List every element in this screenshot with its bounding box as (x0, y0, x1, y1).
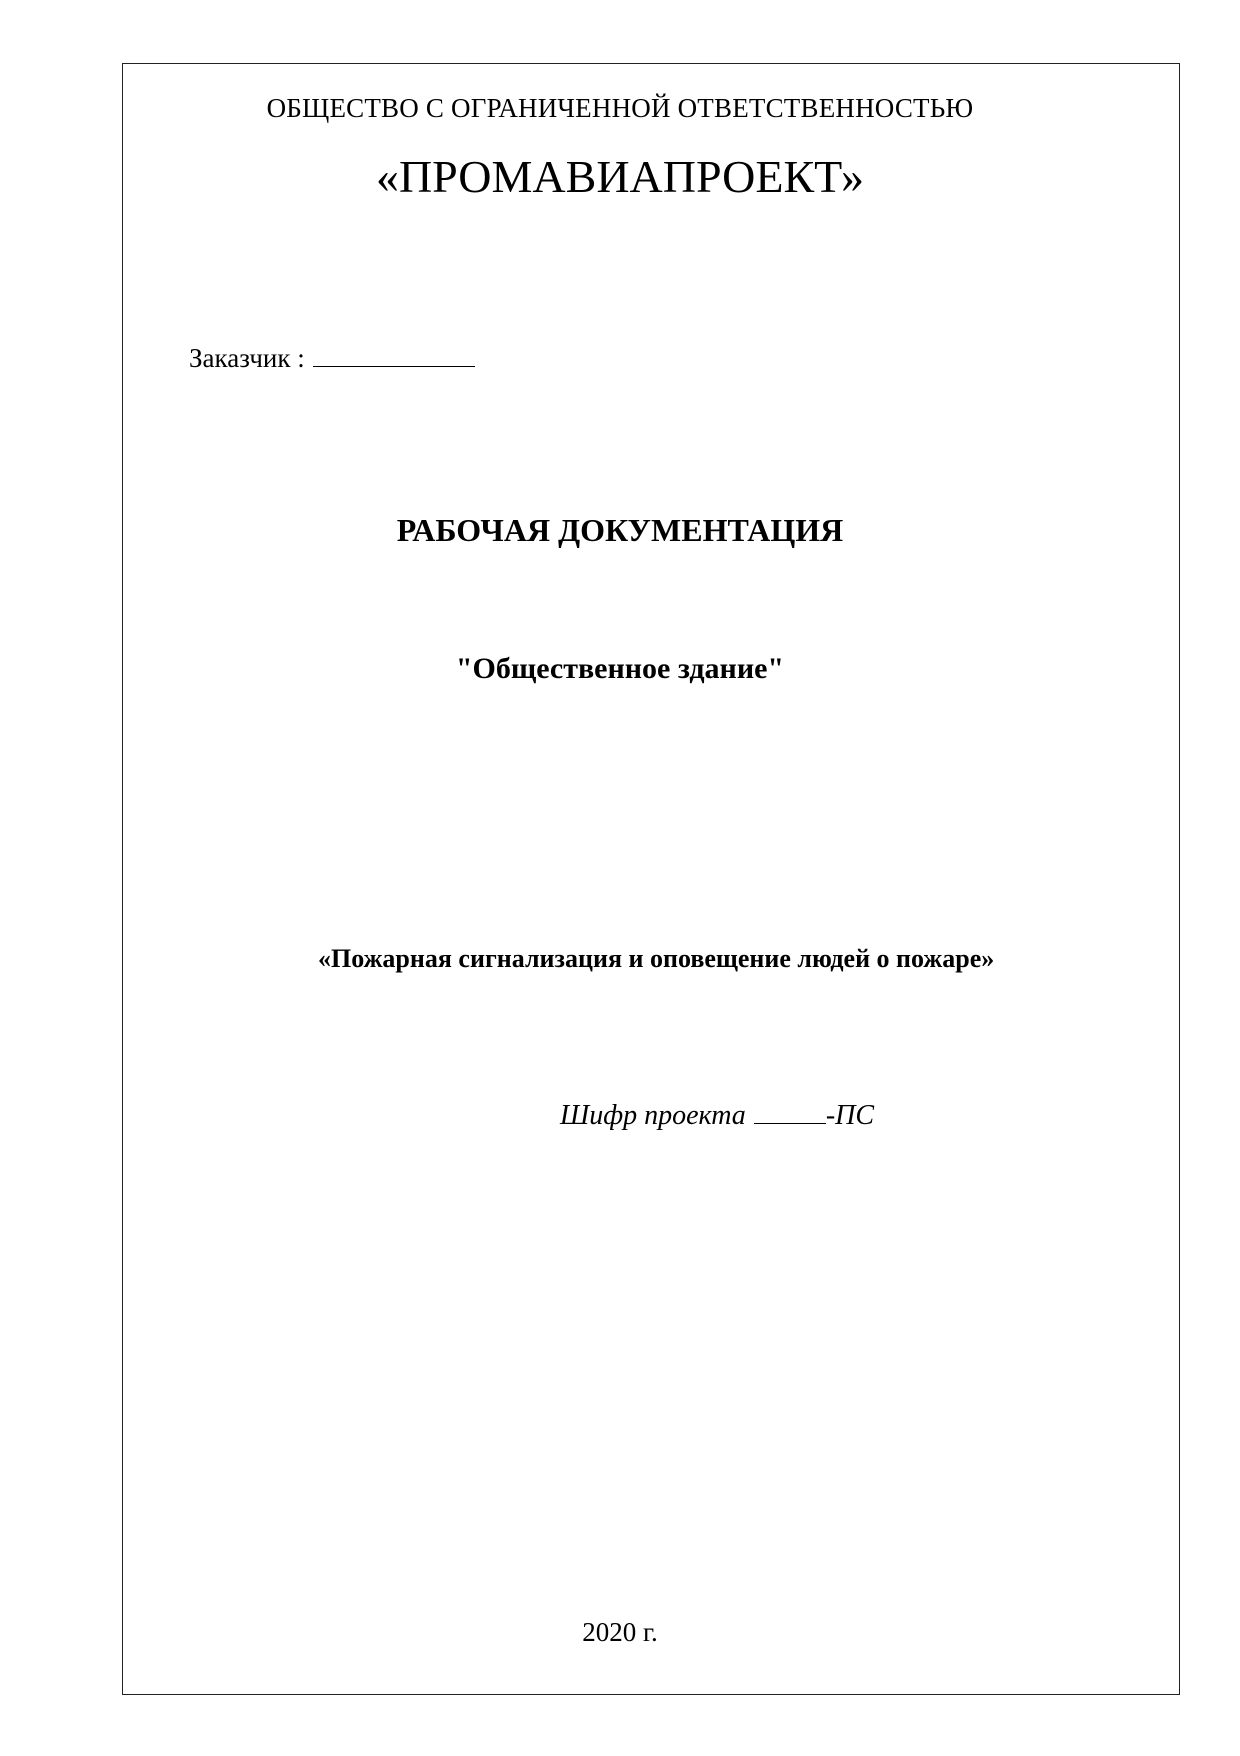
section-title: «Пожарная сигнализация и оповещение людей о пожаре» (318, 944, 995, 973)
customer-label: Заказчик : (189, 343, 305, 373)
cipher-blank-field (754, 1099, 826, 1124)
building-name: "Общественное здание" (455, 652, 785, 685)
customer-line (189, 340, 475, 374)
cipher-suffix: -ПС (825, 1100, 875, 1131)
document-type-title: РАБОЧАЯ ДОКУМЕНТАЦИЯ (396, 512, 844, 548)
page-border-frame (122, 63, 1180, 1695)
cipher-label: Шифр проекта (560, 1100, 746, 1131)
organization-type: ОБЩЕСТВО С ОГРАНИЧЕННОЙ ОТВЕТСТВЕННОСТЬЮ (266, 93, 974, 123)
project-cipher-line (560, 1099, 874, 1132)
customer-blank-field (313, 340, 475, 367)
document-year: 2020 г. (582, 1617, 658, 1647)
company-name: «ПРОМАВИАПРОЕКТ» (375, 151, 865, 202)
